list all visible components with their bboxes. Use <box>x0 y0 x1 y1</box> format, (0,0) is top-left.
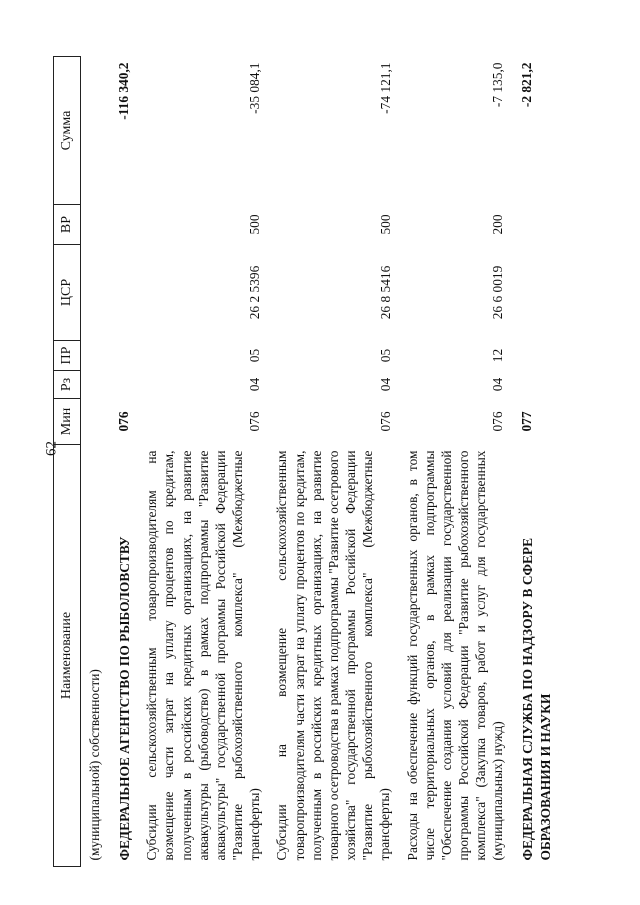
row-vr: 200 <box>490 214 506 235</box>
row-csr <box>511 245 558 341</box>
table-row <box>81 57 109 867</box>
table-row <box>108 57 138 867</box>
row-min: 076 <box>377 411 393 432</box>
row-csr: 26 6 0019 <box>490 265 506 320</box>
row-csr: 26 2 5396 <box>247 265 263 320</box>
row-pr: 12 <box>490 348 506 363</box>
header-row <box>54 57 81 867</box>
row-pr: 05 <box>377 348 393 363</box>
table-row <box>268 57 398 867</box>
row-vr: 500 <box>247 214 263 235</box>
col-header-min: Мин <box>54 399 81 445</box>
row-csr <box>108 245 138 341</box>
row-sum: -116 340,2 <box>116 62 132 120</box>
row-min: 076 <box>490 411 506 432</box>
col-header-csr: ЦСР <box>54 245 81 341</box>
row-sum <box>81 57 109 205</box>
row-rz <box>108 371 138 399</box>
row-name: (муниципальной) собственности) <box>87 669 102 861</box>
row-csr <box>81 245 109 341</box>
row-vr <box>108 205 138 245</box>
row-vr <box>511 205 558 245</box>
col-header-rz: Рз <box>54 371 81 399</box>
table-row <box>511 57 558 867</box>
budget-table <box>53 56 559 867</box>
row-name: Субсидии сельскохозяйственным товаропроизводителям на возмещение части затрат на уплату процентов по кредитам, полученным в российских кредитных организациях, на развитие аквакультуры (рыбоводство) в рамках подпрограммы "Развитие аквакультуры" государственной программы Российской Федерации "Развитие рыбохозяйственного комплекса" (Межбюджетные трансферты) <box>144 450 263 861</box>
col-header-name: Наименование <box>54 445 81 867</box>
rotated-page <box>53 57 593 867</box>
col-header-sum: Сумма <box>54 57 81 205</box>
row-name: Субсидии на возмещение сельскохозяйственным товаропроизводителям части затрат на уплату процентов по кредитам, полученным в российских кредитных организациях, на развитие товарного осетроводства в рамках подпрограммы "Развитие осетрового хозяйства" государственной программы Российской Федерации "Развитие рыбохозяйственного комплекса" (Межбюджетные трансферты) <box>274 450 393 861</box>
page-number: 62 <box>43 441 60 456</box>
row-rz <box>511 371 558 399</box>
row-vr <box>81 205 109 245</box>
row-sum: -7 135,0 <box>490 62 506 108</box>
row-vr: 500 <box>377 214 393 235</box>
row-sum: -74 121,1 <box>377 62 393 114</box>
row-min <box>81 399 109 445</box>
row-name: ФЕДЕРАЛЬНАЯ СЛУЖБА ПО НАДЗОРУ В СФЕРЕ ОБРАЗОВАНИЯ И НАУКИ <box>520 537 553 861</box>
row-pr <box>108 341 138 371</box>
row-pr <box>511 341 558 371</box>
row-min: 076 <box>247 411 263 432</box>
row-rz: 04 <box>490 377 506 392</box>
row-pr <box>81 341 109 371</box>
col-header-vr: ВР <box>54 205 81 245</box>
col-header-pr: ПР <box>54 341 81 371</box>
row-rz: 04 <box>377 377 393 392</box>
table-row <box>399 57 512 867</box>
row-name: ФЕДЕРАЛЬНОЕ АГЕНТСТВО ПО РЫБОЛОВСТВУ <box>117 536 133 861</box>
row-pr: 05 <box>247 348 263 363</box>
row-rz <box>81 371 109 399</box>
row-min: 076 <box>116 411 132 432</box>
row-rz: 04 <box>247 377 263 392</box>
table-row <box>138 57 268 867</box>
row-min: 077 <box>519 411 535 432</box>
row-sum: -2 821,2 <box>519 62 535 108</box>
row-name: Расходы на обеспечение функций государственных органов, в том числе территориальных органов, в рамках подпрограммы "Обеспечение создания условий для реализации государственной программы Российской Федерации "Развитие рыбохозяйственного комплекса" (Закупка товаров, работ и услуг для государственных (муниципальных) нужд) <box>404 450 506 861</box>
row-sum: -35 084,1 <box>247 62 263 114</box>
row-csr: 26 8 5416 <box>377 265 393 320</box>
